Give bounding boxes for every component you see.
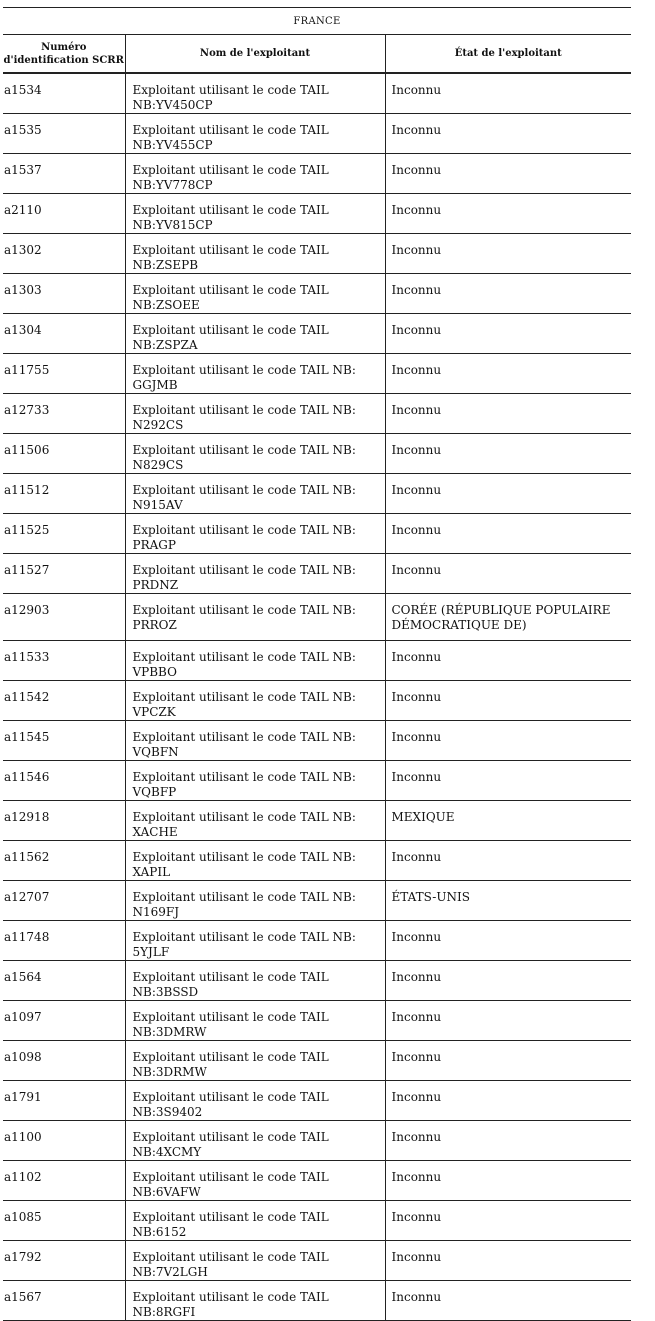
table-row (3, 1241, 631, 1281)
cell-operator-name: Exploitant utilisant le code TAIL NB: VQBFN (125, 721, 385, 761)
cell-id: a2110 (3, 194, 125, 234)
table-row (3, 394, 631, 434)
cell-id: a1304 (3, 314, 125, 354)
table-row (3, 1081, 631, 1121)
cell-operator-name: Exploitant utilisant le code TAIL NB: N292CS (125, 394, 385, 434)
cell-operator-name: Exploitant utilisant le code TAIL NB:3S9402 (125, 1081, 385, 1121)
cell-operator-name: Exploitant utilisant le code TAIL NB: XACHE (125, 801, 385, 841)
cell-id: a12918 (3, 801, 125, 841)
cell-operator-state: Inconnu (385, 1001, 631, 1041)
table-row (3, 1161, 631, 1201)
cell-id: a11525 (3, 514, 125, 554)
cell-operator-state: Inconnu (385, 1121, 631, 1161)
cell-operator-state: Inconnu (385, 114, 631, 154)
cell-operator-name: Exploitant utilisant le code TAIL NB:ZSOEE (125, 274, 385, 314)
cell-operator-state: Inconnu (385, 681, 631, 721)
table-row (3, 474, 631, 514)
cell-id: a1567 (3, 1281, 125, 1321)
cell-operator-name: Exploitant utilisant le code TAIL NB:3DMRW (125, 1001, 385, 1041)
cell-id: a11533 (3, 641, 125, 681)
cell-id: a1100 (3, 1121, 125, 1161)
table-row (3, 841, 631, 881)
cell-id: a11546 (3, 761, 125, 801)
header-id (3, 35, 125, 74)
table-row (3, 554, 631, 594)
table-row (3, 1121, 631, 1161)
cell-operator-state: Inconnu (385, 554, 631, 594)
cell-operator-name: Exploitant utilisant le code TAIL NB:7V2LGH (125, 1241, 385, 1281)
table-row (3, 354, 631, 394)
cell-operator-state: Inconnu (385, 761, 631, 801)
table-row (3, 594, 631, 641)
table-row (3, 434, 631, 474)
cell-id: a1085 (3, 1201, 125, 1241)
table-row (3, 761, 631, 801)
cell-operator-state: Inconnu (385, 514, 631, 554)
cell-operator-state: MEXIQUE (385, 801, 631, 841)
table-row (3, 1201, 631, 1241)
table-row (3, 514, 631, 554)
cell-operator-state: Inconnu (385, 961, 631, 1001)
cell-id: a1537 (3, 154, 125, 194)
cell-id: a11542 (3, 681, 125, 721)
cell-operator-name: Exploitant utilisant le code TAIL NB:YV455CP (125, 114, 385, 154)
cell-operator-state: CORÉE (RÉPUBLIQUE POPULAIRE DÉMOCRATIQUE DE) (385, 594, 631, 641)
cell-operator-state: Inconnu (385, 474, 631, 514)
cell-id: a11527 (3, 554, 125, 594)
cell-id: a11755 (3, 354, 125, 394)
table-row (3, 314, 631, 354)
cell-operator-name: Exploitant utilisant le code TAIL NB:ZSEPB (125, 234, 385, 274)
cell-id: a11506 (3, 434, 125, 474)
header-id-line2: d'identification SCRR (3, 54, 124, 66)
cell-operator-state: Inconnu (385, 921, 631, 961)
table-row (3, 641, 631, 681)
cell-id: a1098 (3, 1041, 125, 1081)
cell-id: a1102 (3, 1161, 125, 1201)
table-row (3, 881, 631, 921)
table-row (3, 1001, 631, 1041)
operators-table (3, 7, 631, 1321)
cell-operator-name: Exploitant utilisant le code TAIL NB:6VAFW (125, 1161, 385, 1201)
cell-operator-name: Exploitant utilisant le code TAIL NB: N169FJ (125, 881, 385, 921)
cell-operator-name: Exploitant utilisant le code TAIL NB: VPBBO (125, 641, 385, 681)
cell-operator-name: Exploitant utilisant le code TAIL NB:YV778CP (125, 154, 385, 194)
cell-operator-state: Inconnu (385, 1201, 631, 1241)
table-row (3, 274, 631, 314)
cell-operator-state: Inconnu (385, 1041, 631, 1081)
country-row (3, 8, 631, 35)
cell-operator-state: Inconnu (385, 274, 631, 314)
cell-operator-state: Inconnu (385, 194, 631, 234)
cell-id: a11512 (3, 474, 125, 514)
table-row (3, 681, 631, 721)
cell-operator-state: Inconnu (385, 154, 631, 194)
cell-operator-name: Exploitant utilisant le code TAIL NB: PRAGP (125, 514, 385, 554)
table-row (3, 234, 631, 274)
cell-operator-name: Exploitant utilisant le code TAIL NB: VQBFP (125, 761, 385, 801)
table-row (3, 801, 631, 841)
cell-id: a11562 (3, 841, 125, 881)
cell-operator-name: Exploitant utilisant le code TAIL NB:ZSPZA (125, 314, 385, 354)
cell-id: a1564 (3, 961, 125, 1001)
cell-operator-state: Inconnu (385, 354, 631, 394)
table-row (3, 194, 631, 234)
cell-operator-name: Exploitant utilisant le code TAIL NB: GGJMB (125, 354, 385, 394)
cell-operator-name: Exploitant utilisant le code TAIL NB:YV450CP (125, 73, 385, 114)
table-row (3, 1281, 631, 1321)
cell-operator-name: Exploitant utilisant le code TAIL NB:6152 (125, 1201, 385, 1241)
cell-id: a1535 (3, 114, 125, 154)
header-name: Nom de l'exploitant (125, 35, 385, 74)
cell-operator-name: Exploitant utilisant le code TAIL NB: VPCZK (125, 681, 385, 721)
cell-operator-state: Inconnu (385, 1161, 631, 1201)
cell-id: a1534 (3, 73, 125, 114)
table-body (3, 73, 631, 1321)
table-row (3, 114, 631, 154)
cell-operator-state: Inconnu (385, 314, 631, 354)
cell-operator-state: Inconnu (385, 434, 631, 474)
cell-operator-name: Exploitant utilisant le code TAIL NB:8RGFI (125, 1281, 385, 1321)
cell-operator-state: Inconnu (385, 721, 631, 761)
cell-operator-state: Inconnu (385, 841, 631, 881)
cell-operator-state: Inconnu (385, 641, 631, 681)
table-row (3, 961, 631, 1001)
cell-operator-state: Inconnu (385, 394, 631, 434)
header-row (3, 35, 631, 74)
cell-operator-state: Inconnu (385, 1081, 631, 1121)
cell-id: a12707 (3, 881, 125, 921)
cell-operator-name: Exploitant utilisant le code TAIL NB:YV815CP (125, 194, 385, 234)
header-state: État de l'exploitant (385, 35, 631, 74)
cell-id: a12903 (3, 594, 125, 641)
cell-id: a12733 (3, 394, 125, 434)
cell-operator-name: Exploitant utilisant le code TAIL NB: N915AV (125, 474, 385, 514)
table-row (3, 921, 631, 961)
cell-id: a1097 (3, 1001, 125, 1041)
country-title: FRANCE (3, 8, 631, 35)
cell-operator-name: Exploitant utilisant le code TAIL NB:3BSSD (125, 961, 385, 1001)
cell-id: a11748 (3, 921, 125, 961)
table-row (3, 154, 631, 194)
cell-id: a1792 (3, 1241, 125, 1281)
cell-operator-name: Exploitant utilisant le code TAIL NB: 5YJLF (125, 921, 385, 961)
cell-id: a1791 (3, 1081, 125, 1121)
table-row (3, 1041, 631, 1081)
cell-operator-state: Inconnu (385, 1281, 631, 1321)
cell-operator-state: Inconnu (385, 234, 631, 274)
cell-operator-name: Exploitant utilisant le code TAIL NB: N829CS (125, 434, 385, 474)
cell-id: a1302 (3, 234, 125, 274)
cell-operator-name: Exploitant utilisant le code TAIL NB: PRROZ (125, 594, 385, 641)
cell-operator-name: Exploitant utilisant le code TAIL NB: PRDNZ (125, 554, 385, 594)
cell-id: a1303 (3, 274, 125, 314)
cell-operator-name: Exploitant utilisant le code TAIL NB:3DRMW (125, 1041, 385, 1081)
cell-operator-state: Inconnu (385, 1241, 631, 1281)
cell-operator-name: Exploitant utilisant le code TAIL NB: XAPIL (125, 841, 385, 881)
table-row (3, 721, 631, 761)
cell-id: a11545 (3, 721, 125, 761)
table-row (3, 73, 631, 114)
header-id-line1: Numéro (41, 41, 87, 53)
cell-operator-state: ÉTATS-UNIS (385, 881, 631, 921)
cell-operator-state: Inconnu (385, 73, 631, 114)
cell-operator-name: Exploitant utilisant le code TAIL NB:4XCMY (125, 1121, 385, 1161)
